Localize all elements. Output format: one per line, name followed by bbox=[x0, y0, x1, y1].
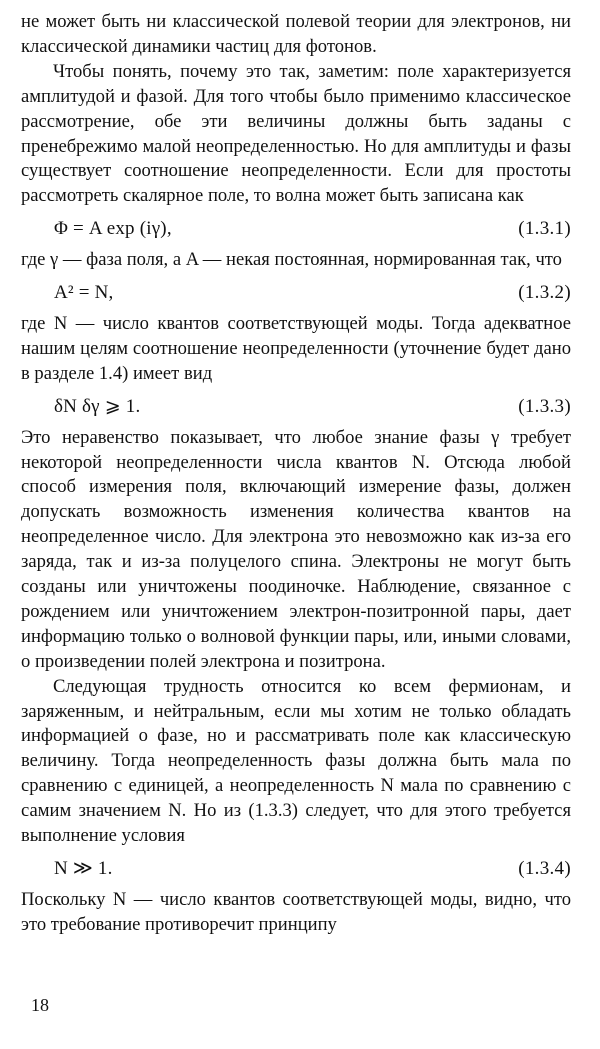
paragraph-6: Следующая трудность относится ко всем фермионам, и заряженным, и нейтральным, если мы хотим не только обладать информацией о фазе, но и рассматривать поле как классическую величину. Тогда неопределенность фазы должна быть мала по сравнению с единицей, а неопределенность N мала по сравнению с самим значением N. Но из (1.3.3) следует, что для этого требуется выполнение условия bbox=[21, 675, 571, 847]
equation-1-3-2 bbox=[21, 281, 571, 306]
equation-formula: N ≫ 1. bbox=[54, 858, 113, 879]
paragraph-2: Чтобы понять, почему это так, заметим: поле характеризуется амплитудой и фазой. Для того чтобы было применимо классическое рассмотрение, обе эти величины должны быть заданы с пренебрежимо малой неопределенностью. Но для амплитуды и фазы существует соотношение неопределенности. Если для простоты рассмотреть скалярное поле, то волна может быть записана как bbox=[21, 60, 571, 207]
paragraph-3: где γ — фаза поля, а A — некая постоянная, нормированная так, что bbox=[21, 249, 562, 271]
paragraph-1: не может быть ни классической полевой теории для электронов, ни классической динамики частиц для фотонов. bbox=[21, 11, 571, 57]
page-body bbox=[21, 10, 571, 938]
equation-formula: δN δγ ⩾ 1. bbox=[54, 395, 141, 417]
equation-number: (1.3.2) bbox=[518, 282, 571, 304]
paragraph-5: Это неравенство показывает, что любое знание фазы γ требует некоторой неопределенности числа квантов N. Отсюда любой способ измерения поля, включающий измерение фазы, должен допускать возможность изменения количества квантов на неопределенное число. Для электрона это невозможно как из-за его заряда, так и из-за полуцелого спина. Электроны не могут быть созданы или уничтожены поодиночке. Наблюдение, связанное с рождением или уничтожением электрон-позитронной пары, дает информацию только о волновой функции пары, или, иными словами, о произведении полей электрона и позитрона. bbox=[21, 426, 571, 672]
paragraph-4: где N — число квантов соответствующей моды. Тогда адекватное нашим целям соотношение неопределенности (уточнение будет дано в разделе 1.4) имеет вид bbox=[21, 312, 571, 384]
equation-number: (1.3.3) bbox=[518, 395, 571, 417]
paragraph-7: Поскольку N — число квантов соответствующей моды, видно, что это требование противоречит принципу bbox=[21, 888, 571, 935]
equation-1-3-4 bbox=[21, 857, 571, 882]
equation-1-3-3 bbox=[21, 395, 571, 420]
equation-number: (1.3.1) bbox=[518, 218, 571, 240]
equation-formula: Φ = A exp (iγ), bbox=[54, 218, 172, 240]
equation-formula: A² = N, bbox=[54, 282, 114, 304]
equation-1-3-1 bbox=[21, 217, 571, 242]
equation-number: (1.3.4) bbox=[518, 858, 571, 879]
page-number: 18 bbox=[31, 995, 49, 1015]
